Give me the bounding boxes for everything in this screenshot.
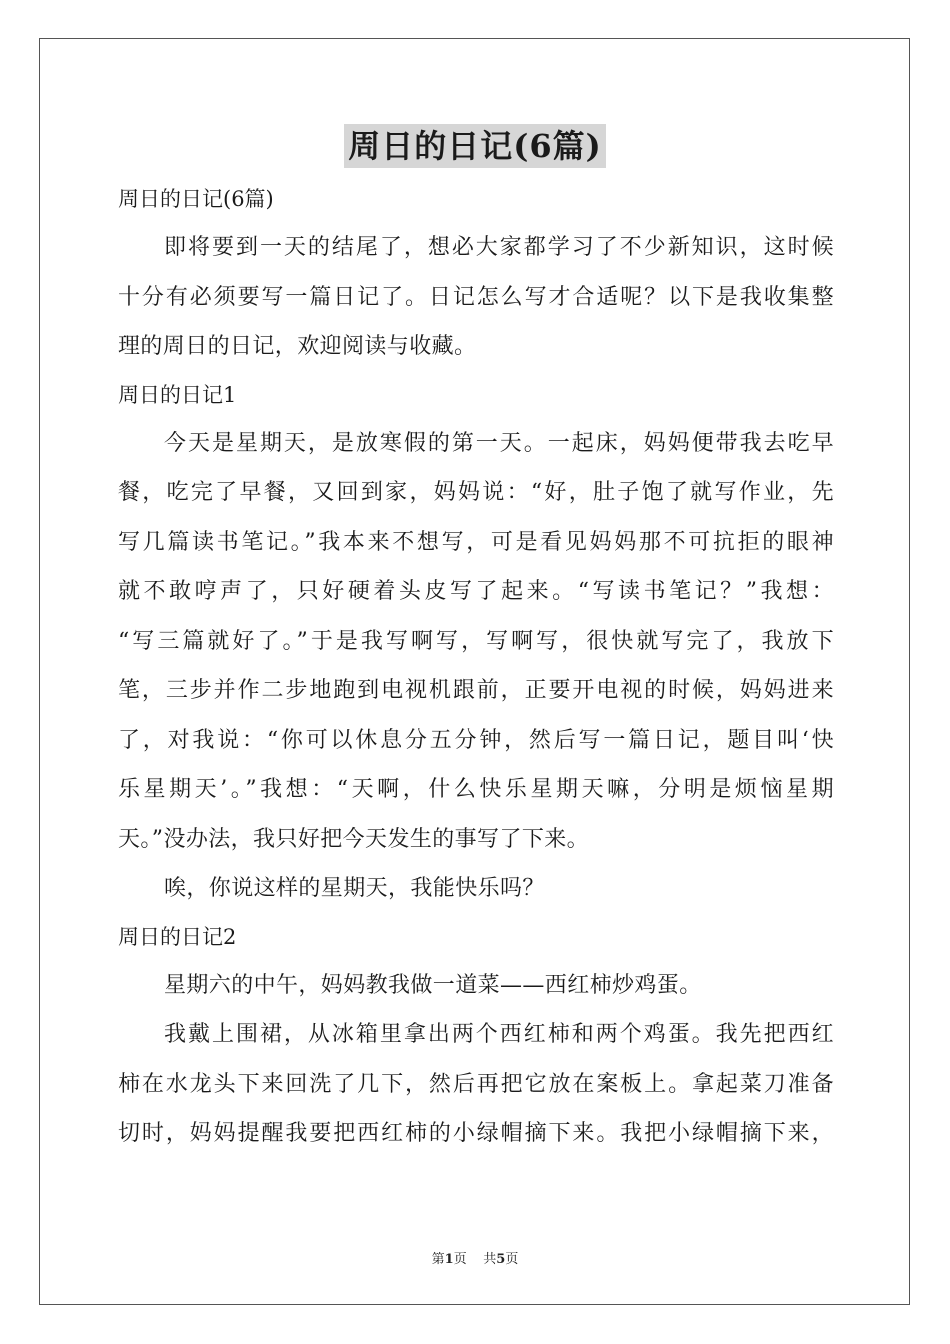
- document-subtitle: 周日的日记(6篇): [118, 187, 274, 211]
- page-prefix: 第: [431, 1252, 445, 1267]
- document-title: 周日的日记(6篇): [344, 124, 606, 168]
- paragraph-line: 就不敢哼声了，只好硬着头皮写了起来。“写读书笔记？”我想：: [118, 579, 834, 604]
- total-pages: 5: [496, 1252, 506, 1267]
- paragraph-line: 我戴上围裙，从冰箱里拿出两个西红柿和两个鸡蛋。我先把西红: [164, 1022, 834, 1047]
- paragraph-line: 唉，你说这样的星期天，我能快乐吗？: [164, 876, 545, 901]
- section-heading: 周日的日记1: [118, 382, 237, 407]
- page-number: 1: [444, 1252, 454, 1267]
- paragraph-line: 餐，吃完了早餐，又回到家，妈妈说：“好，肚子饱了就写作业，先: [118, 480, 834, 505]
- paragraph-line: 乐星期天’。”我想：“天啊，什么快乐星期天嘛，分明是烦恼星期: [118, 777, 834, 802]
- page-footer: [0, 1248, 950, 1267]
- total-prefix: 共: [483, 1252, 497, 1267]
- page-suffix: 页: [453, 1252, 467, 1267]
- paragraph-line: 天。”没办法，我只好把今天发生的事写了下来。: [118, 826, 590, 852]
- intro-line: 十分有必须要写一篇日记了。日记怎么写才合适呢？以下是我收集整: [118, 284, 834, 310]
- section-heading: 周日的日记2: [118, 924, 237, 949]
- intro-line: 理的周日的日记，欢迎阅读与收藏。: [118, 334, 477, 359]
- paragraph-line: “写三篇就好了。”于是我写啊写，写啊写，很快就写完了，我放下: [118, 628, 834, 654]
- paragraph-line: 柿在水龙头下来回洗了几下，然后再把它放在案板上。拿起菜刀准备: [118, 1071, 834, 1097]
- paragraph-line: 切时，妈妈提醒我要把西红柿的小绿帽摘下来。我把小绿帽摘下来，: [118, 1121, 834, 1146]
- total-suffix: 页: [505, 1252, 519, 1267]
- paragraph-line: 写几篇读书笔记。”我本来不想写，可是看见妈妈那不可抗拒的眼神: [118, 529, 834, 555]
- title-wrap: [0, 124, 950, 168]
- document-body: [118, 176, 834, 1159]
- paragraph-line: 星期六的中午，妈妈教我做一道菜——西红柿炒鸡蛋。: [164, 972, 702, 998]
- intro-line: 即将要到一天的结尾了，想必大家都学习了不少新知识，这时候: [164, 235, 834, 260]
- paragraph-line: 了，对我说：“你可以休息分五分钟，然后写一篇日记，题目叫‘快: [118, 727, 834, 753]
- paragraph-line: 笔，三步并作二步地跑到电视机跟前，正要开电视的时候，妈妈进来: [118, 678, 834, 703]
- paragraph-line: 今天是星期天，是放寒假的第一天。一起床，妈妈便带我去吃早: [164, 430, 834, 456]
